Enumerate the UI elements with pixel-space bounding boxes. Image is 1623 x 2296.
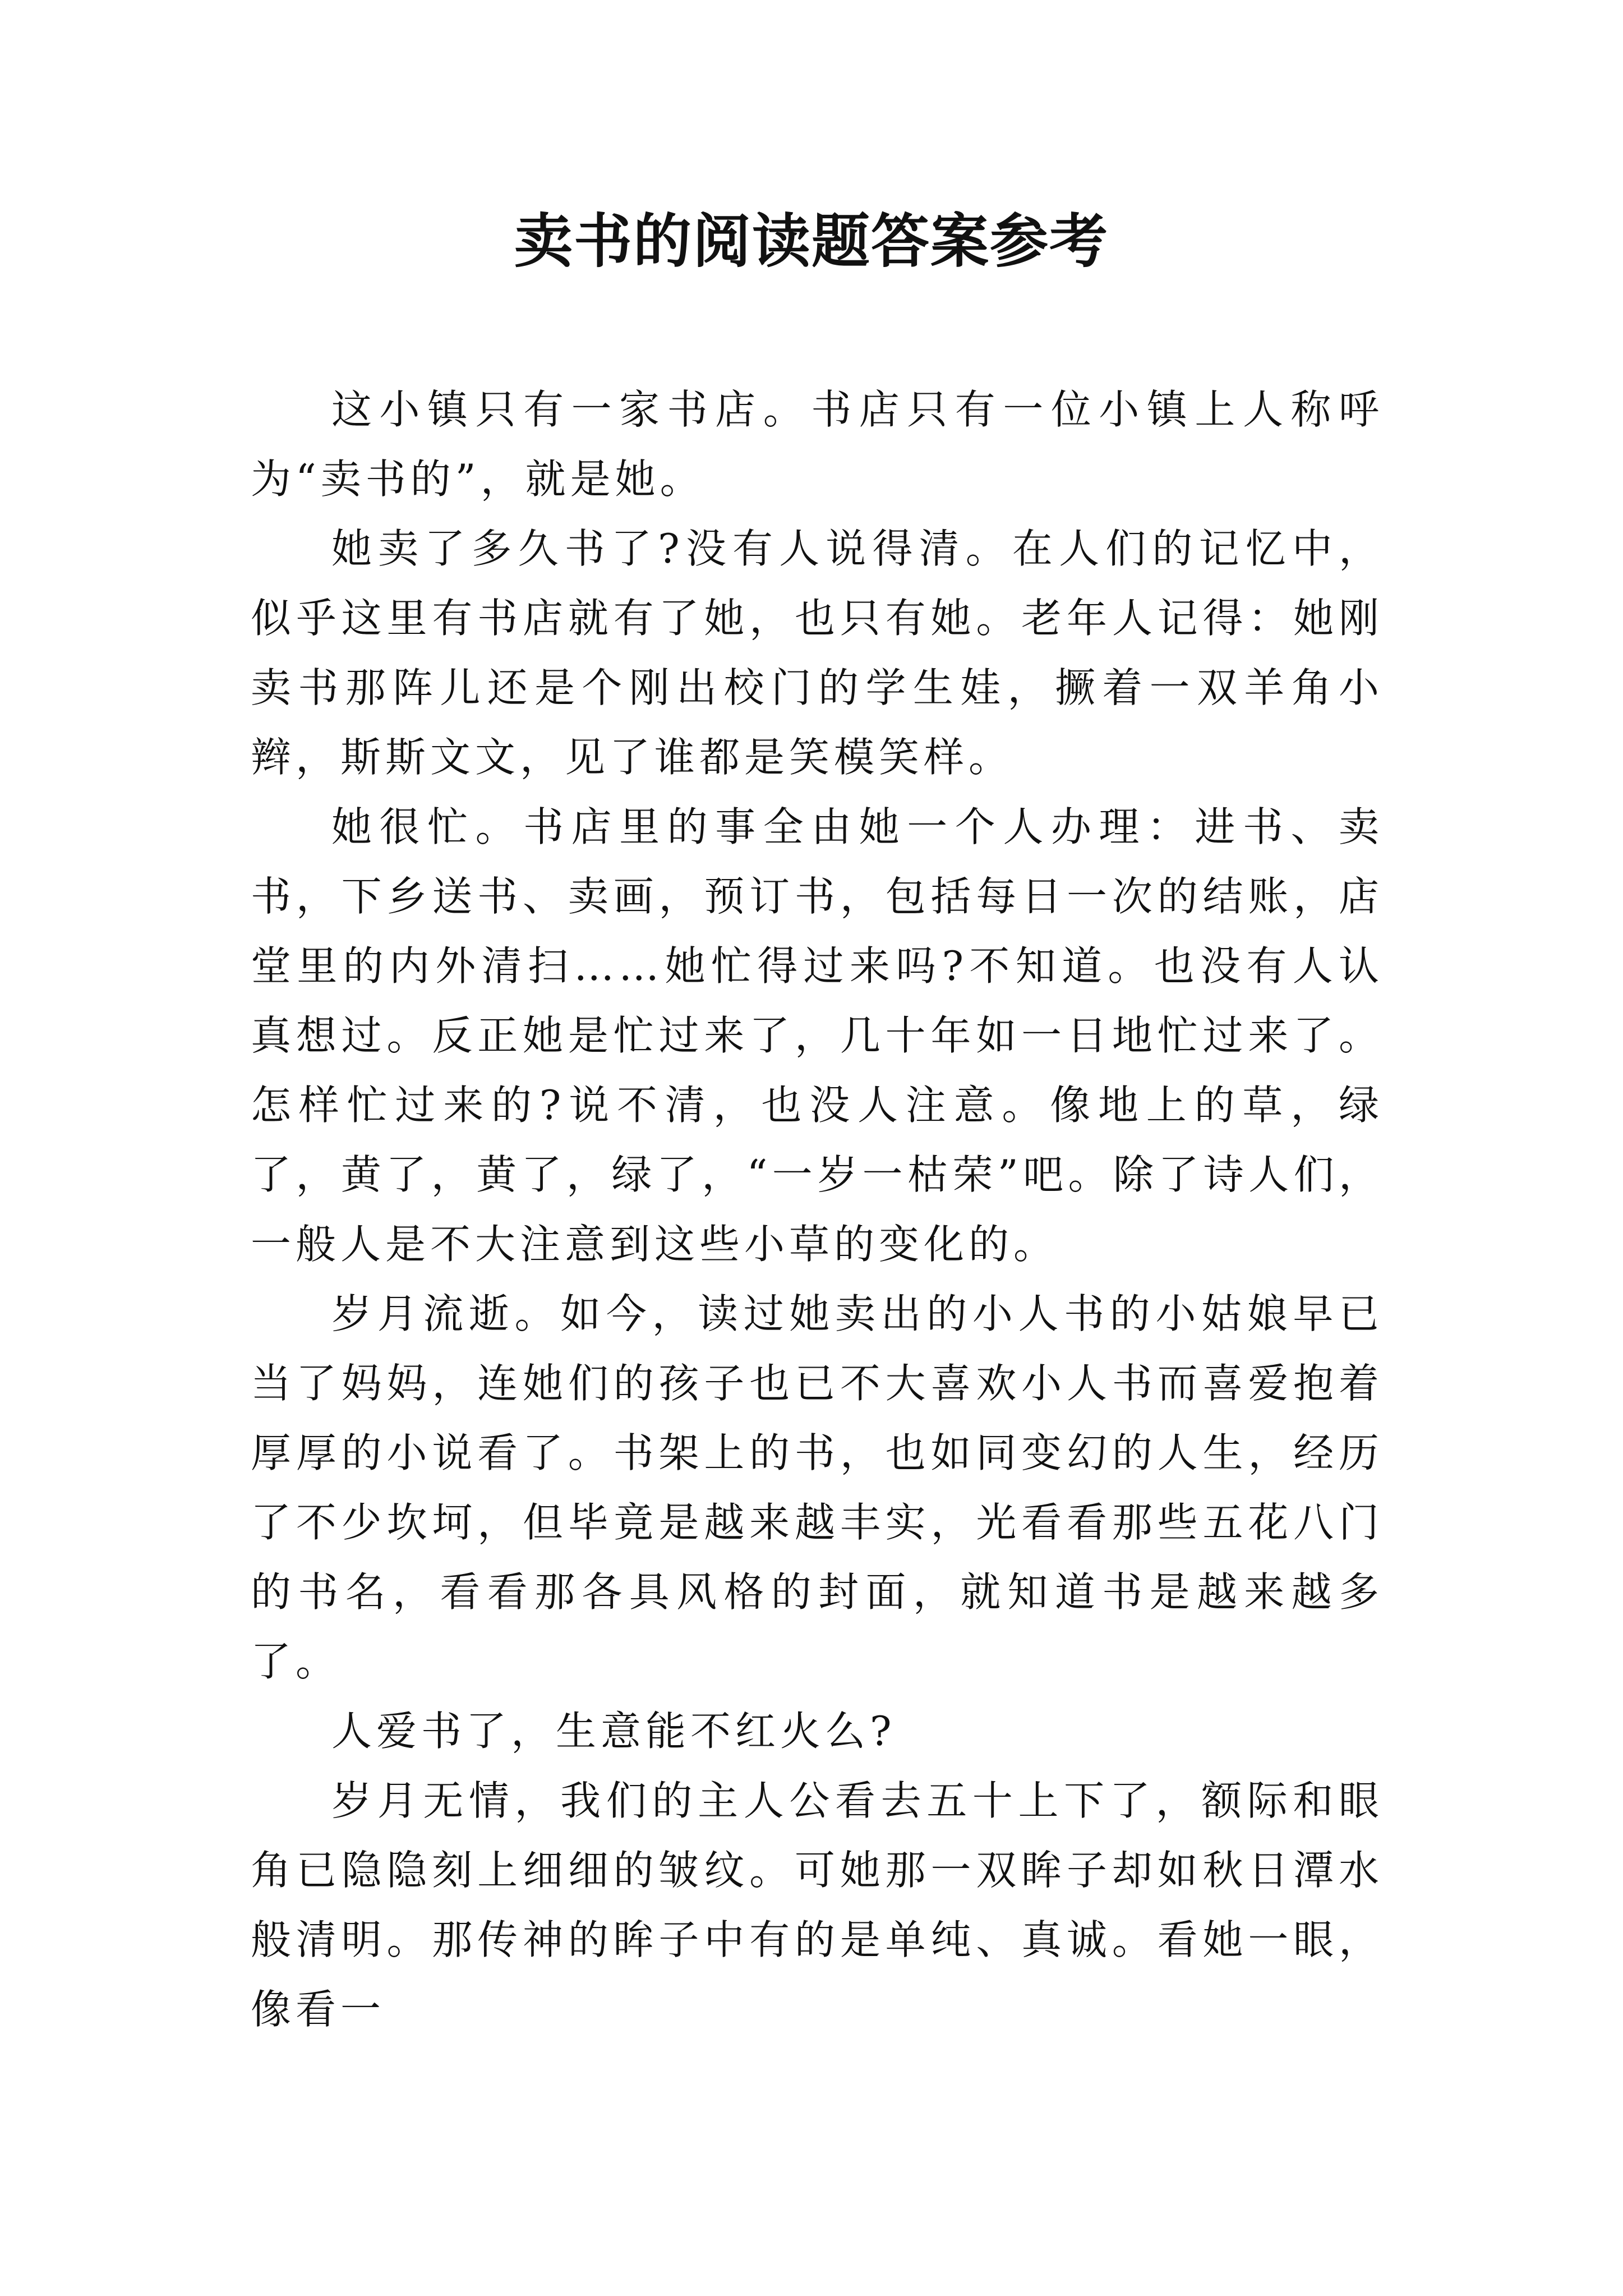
paragraph: 她很忙。书店里的事全由她一个人办理：进书、卖书，下乡送书、卖画，预订书，包括每日一次的结账，店堂里的内外清扫……她忙得过来吗?不知道。也没有人认真想过。反正她是忙过来了，几十年如一日地忙过来了。怎样忙过来的?说不清，也没人注意。像地上的草，绿了，黄了，黄了，绿了，“一岁一枯荣”吧。除了诗人们，一般人是不大注意到这些小草的变化的。 bbox=[251, 803, 1384, 1268]
paragraph: 岁月流逝。如今，读过她卖出的小人书的小姑娘早已当了妈妈，连她们的孩子也已不大喜欢小人书而喜爱抱着厚厚的小说看了。书架上的书，也如同变幻的人生，经历了不少坎坷，但毕竟是越来越丰实，光看看那些五花八门的书名，看看那各具风格的封面，就知道书是越来越多了。 bbox=[251, 1290, 1384, 1685]
document-title: 卖书的阅读题答案参考 bbox=[514, 206, 1109, 275]
paragraph: 人爱书了，生意能不红火么? bbox=[331, 1708, 896, 1755]
paragraph: 她卖了多久书了?没有人说得清。在人们的记忆中，似乎这里有书店就有了她，也只有她。老年人记得：她刚卖书那阵儿还是个刚出校门的学生娃，撅着一双羊角小辫，斯斯文文，见了谁都是笑模笑样。 bbox=[251, 525, 1384, 781]
paragraph: 这小镇只有一家书店。书店只有一位小镇上人称呼为“卖书的”，就是她。 bbox=[251, 386, 1384, 503]
document-body bbox=[251, 375, 1384, 2044]
paragraph: 岁月无情，我们的主人公看去五十上下了，额际和眼角已隐隐刻上细细的皱纹。可她那一双眸子却如秋日潭水般清明。那传神的眸子中有的是单纯、真诚。看她一眼，像看一 bbox=[251, 1777, 1384, 2033]
